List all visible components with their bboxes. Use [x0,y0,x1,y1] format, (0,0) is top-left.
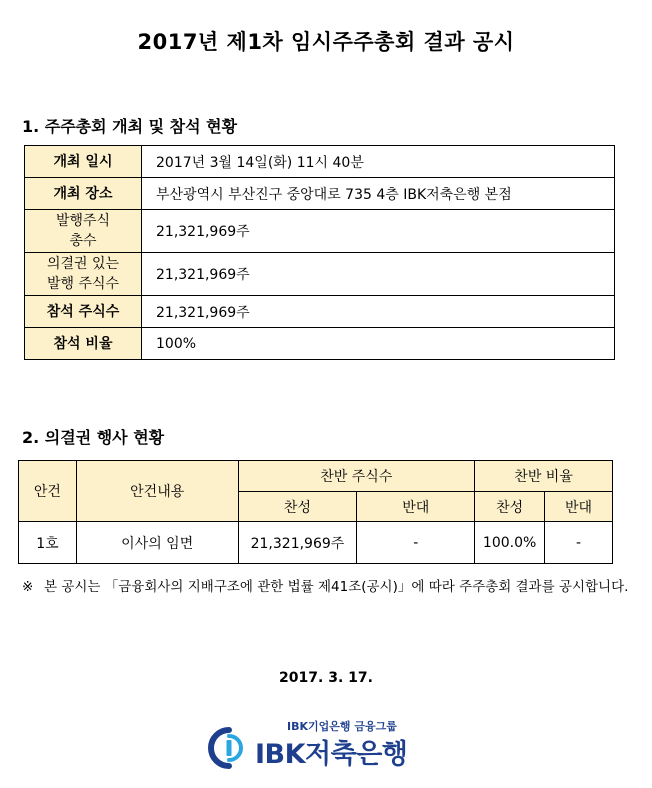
table-row [25,253,615,296]
value-cell: 21,321,969주 [142,210,615,253]
value-cell: 21,321,969주 [142,296,615,328]
header-for: 찬성 [238,492,357,522]
header-against-ratio: 반대 [545,492,613,522]
header-content: 안건내용 [76,461,238,522]
label-line: 총수 [69,233,97,249]
label-cell: 개최 일시 [25,146,142,178]
table-row [25,146,615,178]
table-row [25,328,615,360]
table-row [25,210,615,253]
label-cell: 개최 장소 [25,178,142,210]
for-cell: 21,321,969주 [238,522,357,564]
ibk-logo [207,718,452,770]
reference-mark: ※ [22,579,34,595]
table-row [19,522,613,564]
document-date: 2017. 3. 17. [279,670,373,686]
ibk-logo-icon [207,726,251,770]
header-for-ratio: 찬성 [475,492,545,522]
value-cell: 100% [142,328,615,360]
header-agenda: 안건 [19,461,77,522]
note-text: 본 공시는 「금융회사의 지배구조에 관한 법률 제41조(공시)」에 따라 주주총회 결과를 공시합니다. [44,579,629,595]
disclosure-note [22,576,637,598]
label-cell: 참석 주식수 [25,296,142,328]
voting-table [18,460,613,564]
agenda-cell: 1호 [19,522,77,564]
section-meeting-heading: 1. 주주총회 개최 및 참석 현황 [22,117,238,136]
logo-group-text: IBK기업은행 금융그룹 [287,720,397,733]
for-ratio-cell: 100.0% [475,522,545,564]
section-voting-heading: 2. 의결권 행사 현황 [22,428,165,447]
page-title: 2017년 제1차 임시주주총회 결과 공시 [137,30,515,54]
label-cell [25,253,142,296]
against-ratio-cell: - [545,522,613,564]
label-line: 발행 주식수 [46,276,120,292]
header-ratio-group: 찬반 비율 [475,461,613,492]
table-row [25,296,615,328]
label-line: 의결권 있는 [46,256,120,272]
table-header-row [19,461,613,492]
header-against: 반대 [357,492,475,522]
label-cell: 참석 비율 [25,328,142,360]
table-row [25,178,615,210]
logo-name: IBK저축은행 [255,739,408,770]
content-cell: 이사의 임면 [76,522,238,564]
label-line: 발행주식 [55,213,111,229]
value-cell: 2017년 3월 14일(화) 11시 40분 [142,146,615,178]
value-cell: 21,321,969주 [142,253,615,296]
header-votes-group: 찬반 주식수 [238,461,475,492]
meeting-info-table [24,145,615,360]
value-cell: 부산광역시 부산진구 중앙대로 735 4층 IBK저축은행 본점 [142,178,615,210]
label-cell [25,210,142,253]
against-cell: - [357,522,475,564]
